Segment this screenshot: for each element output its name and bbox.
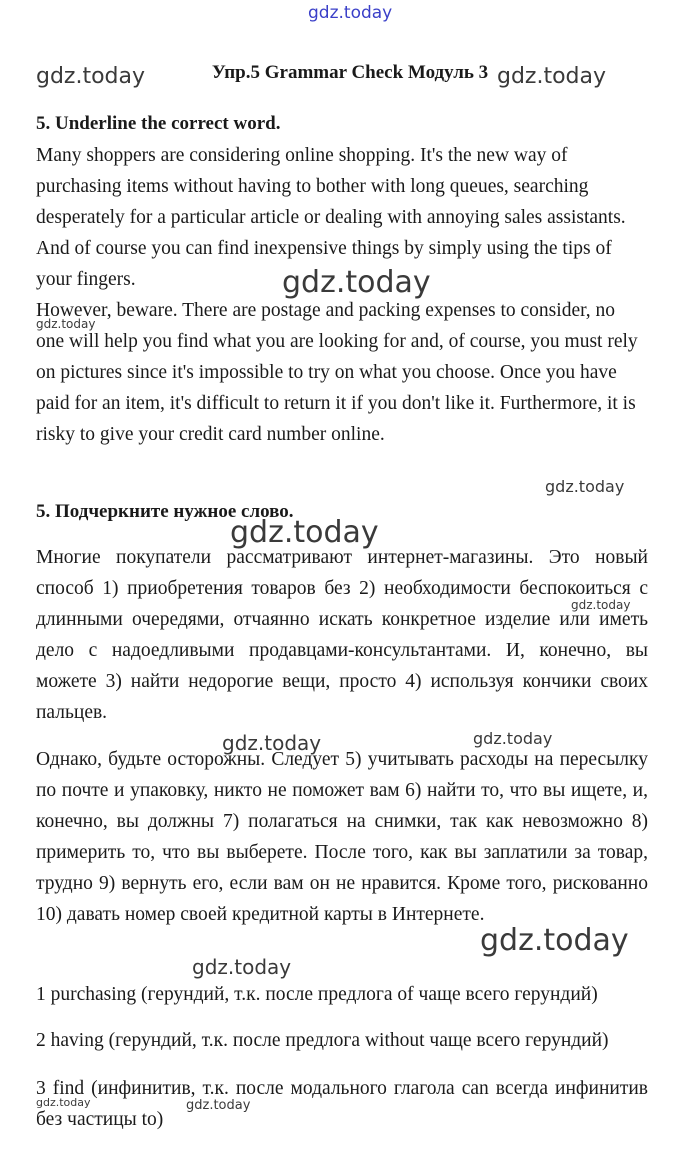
answer-item: 1 purchasing (герундий, т.к. после предлога of чаще всего герундий): [36, 984, 598, 1005]
russian-heading: 5. Подчеркните нужное слово.: [36, 501, 294, 522]
watermark: gdz.today: [480, 923, 629, 958]
english-heading: 5. Underline the correct word.: [36, 113, 281, 134]
watermark: gdz.today: [308, 3, 393, 23]
watermark: gdz.today: [222, 731, 322, 755]
watermark: gdz.today: [230, 515, 379, 550]
watermark: gdz.today: [36, 1146, 41, 1147]
english-paragraph-2: However, beware. There are postage and packing expenses to consider, no one will help you find what you are looking for and, of course, you must rely on pictures since it's impossible to try on what you choose. Once you have paid for an item, it's difficult to return it if you don't like it. Furthermore, it is risky to give your credit card number online.: [36, 300, 638, 445]
watermark: gdz.today: [36, 64, 146, 89]
page-title: Упр.5 Grammar Check Модуль 3: [211, 62, 489, 83]
english-paragraph-1: Many shoppers are considering online shopping. It's the new way of purchasing items without having to bother with long queues, searching desperately for a particular article or dealing with annoying sales assistants. And of course you can find inexpensive things by simply using the tips of your fingers.: [36, 145, 626, 290]
watermark: gdz.today: [186, 1098, 251, 1113]
russian-paragraph-1: Многие покупатели рассматривают интернет-магазины. Это новый способ 1) приобретения товаров без 2) необходимости беспокоиться с длинными очередями, отчаянно искать конкретное изделие или иметь дело с надоедливыми продавцами-консультантами. И, конечно, вы можете 3) найти недорогие вещи, просто 4) используя кончики своих пальцев.: [36, 547, 648, 723]
watermark: gdz.today: [192, 955, 292, 979]
watermark: gdz.today: [36, 317, 96, 331]
answer-item: 3 find (инфинитив, т.к. после модального глагола can всегда инфинитив без частицы to): [36, 1078, 648, 1130]
watermark: gdz.today: [473, 729, 553, 748]
answer-item: 2 having (герундий, т.к. после предлога without чаще всего герундий): [36, 1030, 609, 1051]
watermark: gdz.today: [497, 64, 607, 89]
russian-paragraph-2: Однако, будьте осторожны. Следует 5) учитывать расходы на пересылку по почте и упаковку, никто не поможет вам 6) найти то, что вы ищете, и, конечно, вы должны 7) полагаться на снимки, так как невозможно 8) примерить то, что вы выберете. После того, как вы заплатили за товар, трудно 9) вернуть его, если вам он не нравится. Кроме того, рискованно 10) давать номер своей кредитной карты в Интернете.: [36, 749, 648, 925]
watermark: gdz.today: [282, 265, 431, 300]
watermark: gdz.today: [571, 598, 631, 612]
watermark: gdz.today: [545, 477, 625, 496]
watermark: gdz.today: [36, 1096, 91, 1109]
